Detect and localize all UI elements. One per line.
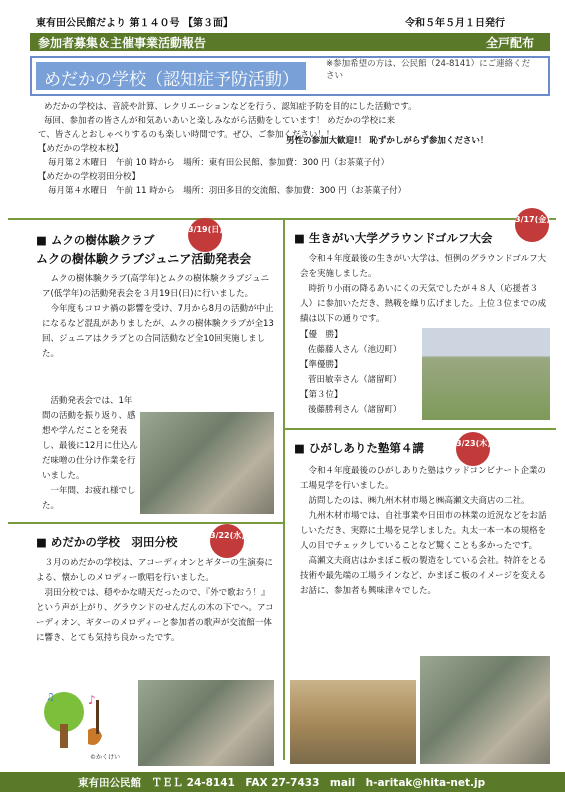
hada-p1: ３月のめだかの学校は、アコーディオンとギターの生演奏による、懐かしのメロディー歌唱を行いました。 xyxy=(36,558,273,583)
footer-contact xyxy=(0,772,565,792)
male-welcome: 男性の参加大歓迎!！ 恥ずかしがらず参加ください！ xyxy=(286,136,489,146)
golf-title: ■ 生きがい大学グラウンドゴルフ大会 xyxy=(294,231,493,245)
intro-line-2: 毎回、参加者の皆さんが和気あいあいと楽しみながら活動をしています！ めだかの学校に来て、皆さんとおしゃべりするのも楽しい時間です。ぜひ、ご参加ください！！ xyxy=(38,116,396,140)
main-school-label: 【めだかの学校本校】 xyxy=(38,144,124,154)
higashi-p4: 高瀬文夫商店はかまぼこ板の製造をしている会社。特許をとる技術や最先端の工場ラインなど、かまぼこ板のイメージを変えるお話に、参加者も興味津々でした。 xyxy=(300,556,547,596)
golf-photo xyxy=(422,328,550,420)
hada-body xyxy=(36,556,276,646)
result-3: 後藤勝利さん（諸留町） xyxy=(308,405,402,415)
divider xyxy=(285,428,556,430)
date-badge: 3/22(水) xyxy=(210,524,244,558)
band-distribution: 全戸配布 xyxy=(485,36,534,50)
medaka-title: めだかの学校（認知症予防活動） xyxy=(36,62,306,90)
band-title: 参加者募集＆主催事業活動報告 xyxy=(38,36,207,50)
golf-results xyxy=(300,328,420,418)
hada-p2: 羽田分校では、穏やかな晴天だったので、『外で歌おう！』という声が上がり、グラウンドのせんだんの木の下でへ。アコーディオン、ギターのメロディーと参加者の歌声が交流館一体に響き、とても気持ち良かったです。 xyxy=(36,588,274,643)
hada-title: ■ めだかの学校 羽田分校 xyxy=(36,535,178,549)
medaka-note: ※参加希望の方は、公民館（24-8141）にご連絡ください xyxy=(326,59,531,81)
higashi-p2: 訪問したのは、㈱九州木材市場と㈱高瀬文夫商店の二社。 xyxy=(308,496,530,506)
footer-text: 東有田公民館 ＴＥＬ 24-8141 FAX 27-7433 mail h-aritak@hita-net.jp xyxy=(78,777,486,789)
intro-line-1: めだかの学校は、音読や計算、レクリエーションなどを行う、認知症予防を目的にした活動です。 xyxy=(43,102,417,112)
divider xyxy=(8,522,283,524)
higashi-p1: 令和４年度最後のひがしありた塾はウッドコンビナート企業の工場見学を行いました。 xyxy=(300,466,546,491)
higashi-p3: 九州木材市場では、自社事業や日田市の林業の近況などをお話しいただき、実際に土場を見学しました。丸太一本一本の規格を人の目でチェックしていることなど驚くことも多かったです。 xyxy=(300,511,547,551)
result-1-label: 【優 勝】 xyxy=(300,330,343,340)
muku-p2: 今年度もコロナ禍の影響を受け、7月から8月の活動が中止になるなど混乱がありましたが、ムクの樹体験クラブが全13回、ジュニアはクラブとの合同活動など全10回実施しました。 xyxy=(42,304,274,359)
result-3-label: 【第３位】 xyxy=(300,390,343,400)
muku-p4: 一年間、お疲れ様でした。 xyxy=(42,486,136,511)
medaka-intro xyxy=(38,100,538,198)
lumber-photo xyxy=(290,680,416,764)
muku-p1: ムクの樹体験クラブ(高学年)とムクの樹体験クラブジュニア(低学年)の活動発表会を３月19日(日)に行いました。 xyxy=(42,274,270,299)
date-badge: 3/19(日) xyxy=(188,218,222,252)
muku-title-1: ■ ムクの樹体験クラブ xyxy=(36,233,155,247)
higashi-title: ■ ひがしありた塾第４講 xyxy=(294,441,424,455)
date-badge: 3/17(金) xyxy=(515,208,549,242)
muku-body-2 xyxy=(42,394,140,514)
muku-p3: 活動発表会では、1年間の活動を振り返り、感想や学んだことを発表し、最後に12月に仕込んだ味噌の仕分け作業を行いました。 xyxy=(42,396,138,481)
result-2: 菅田敏幸さん（諸留町） xyxy=(308,375,402,385)
svg-text:♪: ♪ xyxy=(88,693,96,707)
muku-body xyxy=(42,272,274,362)
divider xyxy=(8,218,556,220)
muku-photo xyxy=(140,412,274,514)
date-badge: 3/23(木) xyxy=(456,432,490,466)
result-1: 佐藤藤人さん（池辺町） xyxy=(308,345,402,355)
tree-music-illustration xyxy=(38,690,112,752)
golf-body xyxy=(300,252,548,327)
hada-school-label: 【めだかの学校羽田分校】 xyxy=(38,172,141,182)
muku-title-2: ムクの樹体験クラブジュニア活動発表会 xyxy=(36,252,252,266)
svg-text:♫: ♫ xyxy=(46,692,55,703)
golf-p2: 時折り小雨の降るあいにくの天気でしたが４８人（応援者３人）に参加いただき、熱戦を繰り広げました。上位３位までの成績は以下の通りです。 xyxy=(300,284,547,324)
higashi-body xyxy=(300,464,548,599)
golf-p1: 令和４年度最後の生きがい大学は、恒例のグラウンドゴルフ大会を実施しました。 xyxy=(300,254,547,279)
factory-photo xyxy=(420,656,550,764)
newsletter-header: 東有田公民館だより 第１４０号 【第３面】 xyxy=(36,18,233,29)
column-divider xyxy=(283,220,285,760)
illustration-credit: ©かくけい xyxy=(90,754,121,761)
issue-date: 令和５年５月１日発行 xyxy=(405,18,505,29)
main-school-detail: 毎月第２木曜日 午前 10 時から 場所：東有田公民館、参加費：300 円（お茶菓子付） xyxy=(48,158,390,168)
hada-school-detail: 毎月第４水曜日 午前 11 時から 場所：羽田多目的交流館、参加費：300 円（お茶菓子付） xyxy=(48,186,407,196)
hada-photo xyxy=(138,680,274,766)
result-2-label: 【準優勝】 xyxy=(300,360,343,370)
section-band xyxy=(30,33,550,51)
